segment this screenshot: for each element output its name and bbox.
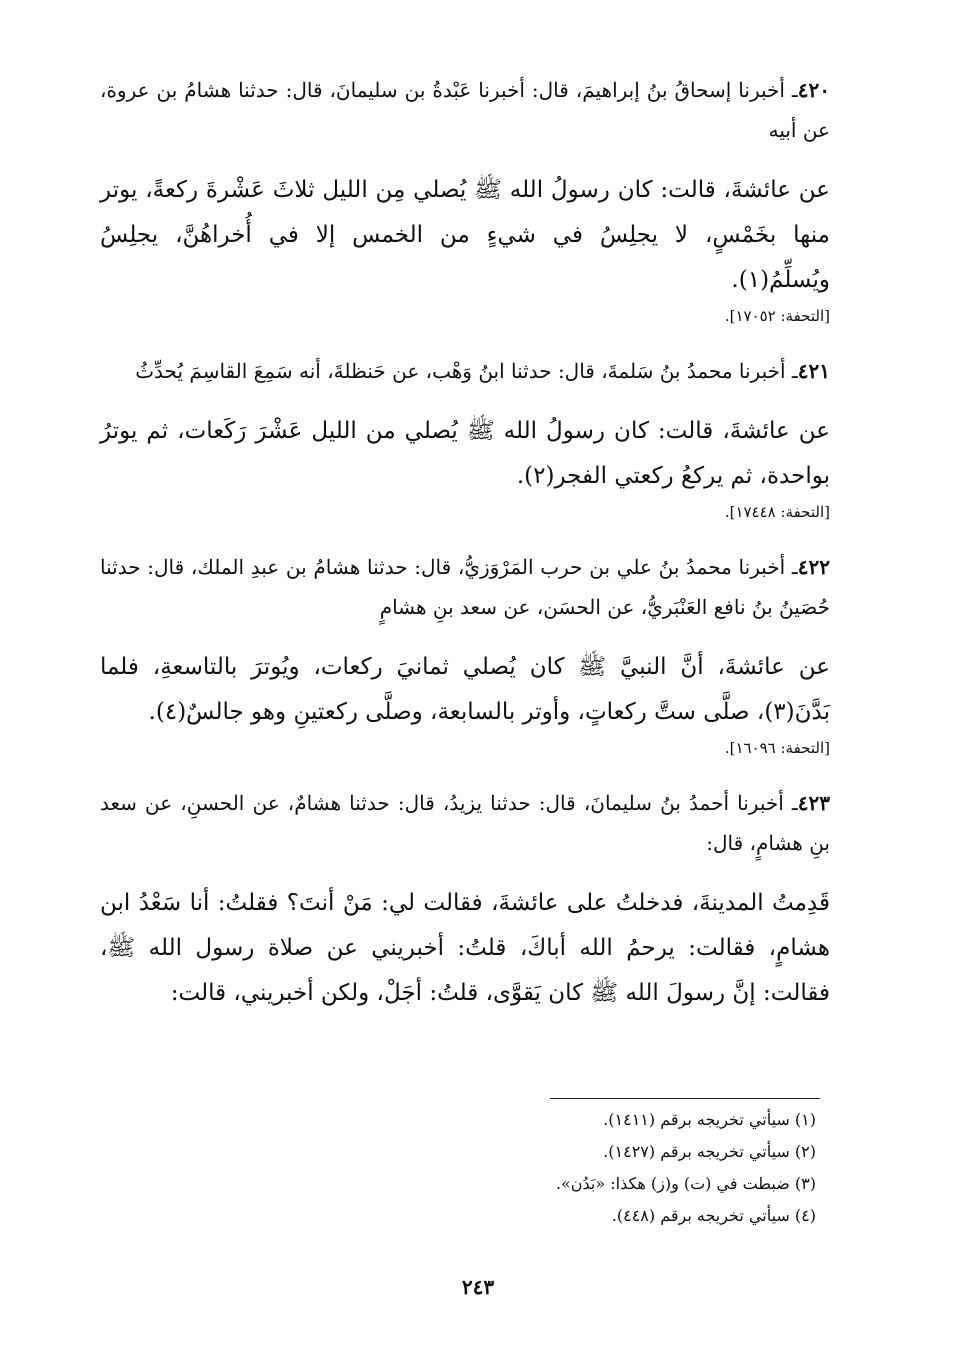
hadith-matn: قَدِمتُ المدينةَ، فدخلتُ على عائشةَ، فقالت لي: مَنْ أنتَ؟ فقلتُ: أنا سَعْدُ ابن هشامٍ، فقالت: يرحمُ الله أباكَ، قلتُ: أخبريني عن صلاة رسول الله ﷺ، فقالت: إنَّ رسولَ الله ﷺ كان يَقوَّى، قلتُ: أجَلْ، ولكن أخبريني، قالت: bbox=[100, 890, 830, 1006]
footnote-divider bbox=[550, 1098, 820, 1099]
hadith-isnad bbox=[100, 783, 830, 863]
tuhfa-reference: [التحفة: ١٧٠٥٢]. bbox=[724, 307, 830, 325]
hadith-number: ٤٢٣ bbox=[797, 791, 830, 815]
isnad-text: ـ أخبرنا أحمدُ بنُ سليمانَ، قال: حدثنا يزيدُ، قال: حدثنا هشامٌ، عن الحسنِ، عن سعد بنِ هشامٍ، قال: bbox=[100, 791, 830, 855]
footnote-item: (٤) سيأتي تخريجه برقم (٤٤٨). bbox=[611, 1206, 816, 1225]
hadith-number: ٤٢٢ bbox=[797, 555, 830, 579]
isnad-text: ـ أخبرنا محمدُ بنُ سَلمةَ، قال: حدثنا ابنُ وَهْب، عن حَنظلةَ، أنه سَمِعَ القاسِمَ يُحدِّثُ bbox=[135, 359, 798, 383]
hadith-421 bbox=[100, 351, 830, 523]
page-body bbox=[100, 70, 830, 1016]
hadith-number: ٤٢٠ bbox=[797, 78, 830, 102]
footnotes bbox=[356, 1104, 816, 1232]
footnote-item: (١) سيأتي تخريجه برقم (١٤١١). bbox=[603, 1110, 816, 1129]
hadith-isnad bbox=[100, 70, 830, 150]
hadith-number: ٤٢١ bbox=[797, 359, 830, 383]
page-number: ٢٤٣ bbox=[461, 1275, 495, 1299]
hadith-420 bbox=[100, 70, 830, 327]
tuhfa-reference: [التحفة: ١٧٤٤٨]. bbox=[724, 503, 830, 521]
footnote-item: (٣) ضبطت في (ت) و(ز) هكذا: «بَدُن». bbox=[555, 1174, 816, 1193]
tuhfa-reference: [التحفة: ١٦٠٩٦]. bbox=[724, 739, 830, 757]
hadith-423 bbox=[100, 783, 830, 1016]
hadith-isnad bbox=[100, 547, 830, 627]
hadith-422 bbox=[100, 547, 830, 759]
hadith-matn: عن عائشةَ، قالت: كان رسولُ الله ﷺ يُصلي مِن الليل ثلاثَ عَشْرةَ ركعةً، يوتر منها بخَمْسٍ، لا يجلِسُ في شيءٍ من الخمس إلا في أُخراهُنَّ، يجلِسُ ويُسلِّمُ(١). bbox=[100, 177, 830, 293]
isnad-text: ـ أخبرنا محمدُ بنُ علي بن حرب المَرْوَزيُّ، قال: حدثنا هشامُ بن عبدِ الملك، قال: حدثنا حُصَينُ بنُ نافع العَنْبَريُّ، عن الحسَن، عن سعد بنِ هشامٍ bbox=[100, 555, 830, 619]
isnad-text: ـ أخبرنا إسحاقُ بنُ إبراهيمَ، قال: أخبرنا عَبْدةُ بن سليمانَ، قال: حدثنا هشامُ بن عروة، عن أبيه bbox=[100, 78, 830, 142]
hadith-isnad bbox=[100, 351, 830, 391]
hadith-matn: عن عائشةَ، أنَّ النبيَّ ﷺ كان يُصلي ثمانيَ ركعات، ويُوترَ بالتاسعةِ، فلما بَدَّنَ(٣)، صلَّى ستَّ ركعاتٍ، وأوتر بالسابعة، وصلَّى ركعتينِ وهو جالسٌ(٤). bbox=[100, 654, 830, 725]
hadith-matn: عن عائشةَ، قالت: كان رسولُ الله ﷺ يُصلي من الليل عَشْرَ رَكَعات، ثم يوترُ بواحدة، ثم يركعُ ركعتي الفجر(٢). bbox=[100, 418, 830, 489]
footnote-item: (٢) سيأتي تخريجه برقم (١٤٢٧). bbox=[603, 1142, 816, 1161]
